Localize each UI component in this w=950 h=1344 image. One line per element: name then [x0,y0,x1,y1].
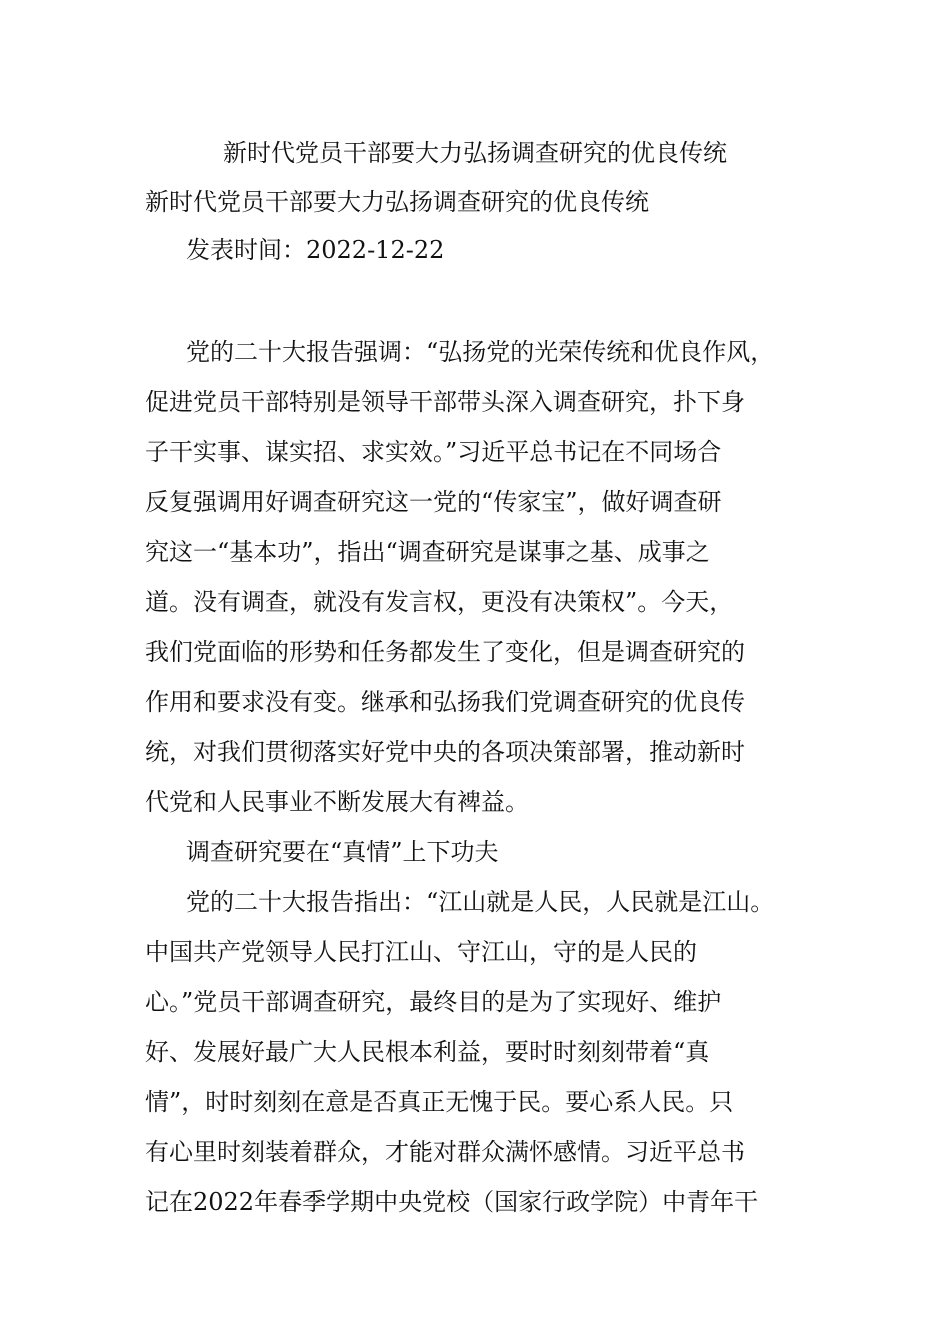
body-line: 党的二十大报告指出：“江山就是人民，人民就是江山。 [186,888,775,916]
body-line: 子干实事、谋实招、求实效。”习近平总书记在不同场合 [145,438,722,466]
section-heading: 调查研究要在“真情”上下功夫 [186,838,499,866]
body-line: 统，对我们贯彻落实好党中央的各项决策部署，推动新时 [145,738,745,766]
body-line: 作用和要求没有变。继承和弘扬我们党调查研究的优良传 [145,688,745,716]
body-line: 好、发展好最广大人民根本利益，要时时刻刻带着“真 [145,1038,710,1066]
body-line: 心。”党员干部调查研究，最终目的是为了实现好、维护 [145,988,722,1016]
body-line: 反复强调用好调查研究这一党的“传家宝”，做好调查研 [145,488,722,516]
document-subtitle: 新时代党员干部要大力弘扬调查研究的优良传统 [145,188,649,216]
body-line: 我们党面临的形势和任务都发生了变化，但是调查研究的 [145,638,745,666]
document-title: 新时代党员干部要大力弘扬调查研究的优良传统 [223,139,727,167]
body-line: 究这一“基本功”，指出“调查研究是谋事之基、成事之 [145,538,710,566]
body-line: 中国共产党领导人民打江山、守江山，守的是人民的 [145,938,697,966]
publish-date: 发表时间：2022-12-22 [186,236,445,264]
body-line: 代党和人民事业不断发展大有裨益。 [145,788,529,816]
body-line: 有心里时刻装着群众，才能对群众满怀感情。习近平总书 [145,1138,745,1166]
body-line: 记在2022年春季学期中央党校（国家行政学院）中青年干 [145,1188,759,1216]
body-line: 促进党员干部特别是领导干部带头深入调查研究，扑下身 [145,388,745,416]
body-line: 党的二十大报告强调：“弘扬党的光荣传统和优良作风， [186,338,775,366]
body-line: 道。没有调查，就没有发言权，更没有决策权”。今天， [145,588,734,616]
body-line: 情”，时时刻刻在意是否真正无愧于民。要心系人民。只 [145,1088,734,1116]
